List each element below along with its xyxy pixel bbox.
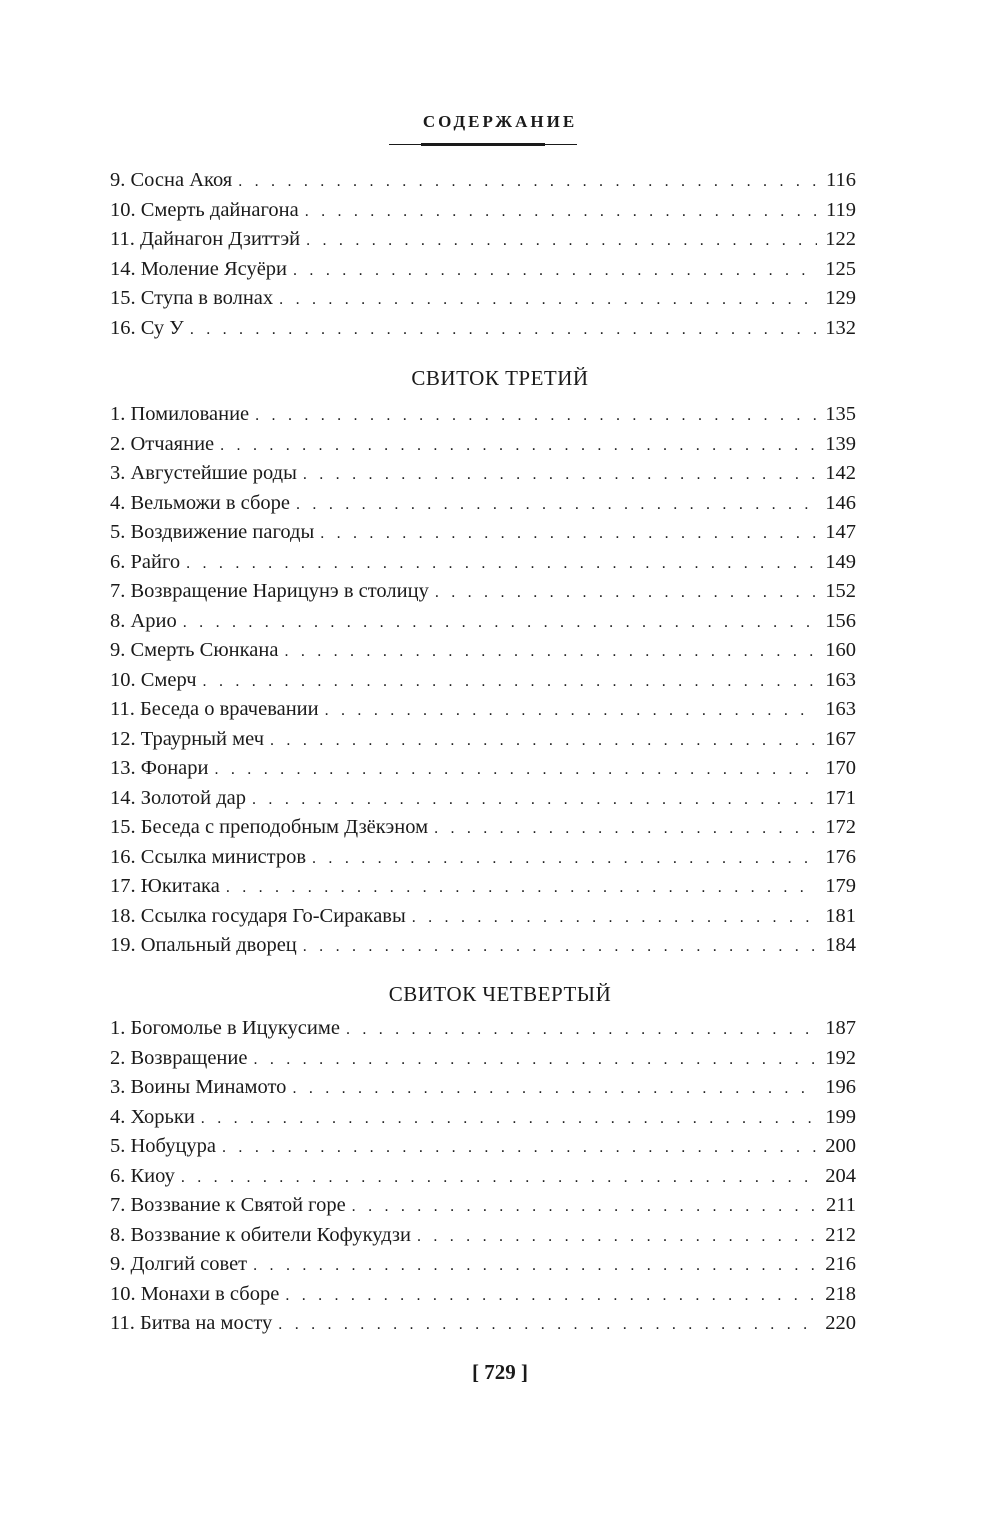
toc-entry-title: 11. Беседа о врачевании xyxy=(110,698,319,720)
toc-entry-page: 181 xyxy=(825,904,856,927)
toc-entry xyxy=(110,577,856,607)
toc-leader-dots xyxy=(253,1251,817,1281)
toc-leader-dots xyxy=(252,785,817,815)
toc-entry-title: 3. Воины Минамото xyxy=(110,1076,287,1098)
toc-entry xyxy=(110,1250,856,1280)
toc-entry-title: 4. Хорьки xyxy=(110,1105,195,1128)
toc-entry-page: 156 xyxy=(825,609,856,632)
toc-entry-page: 184 xyxy=(825,934,856,956)
toc-entry xyxy=(110,255,856,285)
toc-entry xyxy=(110,196,856,226)
toc-leader-dots xyxy=(183,608,817,638)
toc-leader-dots xyxy=(222,1133,817,1163)
toc-entry-title: 10. Смерть дайнагона xyxy=(110,198,299,221)
toc-entry-page: 122 xyxy=(825,228,856,250)
toc-entry-page: 160 xyxy=(825,639,856,661)
toc-entry-page: 179 xyxy=(825,875,856,897)
toc-entry-page: 211 xyxy=(826,1194,856,1216)
toc-entry-page: 146 xyxy=(825,491,856,514)
toc-leader-dots xyxy=(279,285,817,315)
toc-entry-title: 11. Дайнагон Дзиттэй xyxy=(110,228,301,250)
toc-group-continued xyxy=(110,166,856,343)
toc-entry-title: 19. Опальный дворец xyxy=(110,934,297,956)
toc-leader-dots xyxy=(417,1222,817,1252)
toc-leader-dots xyxy=(226,873,817,903)
toc-entry-page: 220 xyxy=(825,1312,856,1334)
toc-entry-page: 212 xyxy=(825,1223,856,1246)
toc-entry xyxy=(110,225,856,255)
toc-entry-page: 167 xyxy=(825,727,856,750)
toc-entry xyxy=(110,666,856,696)
toc-entry-page: 170 xyxy=(825,757,856,779)
toc-entry xyxy=(110,459,856,489)
toc-entry xyxy=(110,1162,856,1192)
toc-entry xyxy=(110,1280,856,1310)
toc-entry-page: 139 xyxy=(825,432,856,455)
toc-entry-page: 163 xyxy=(825,668,856,691)
toc-leader-dots xyxy=(270,726,817,756)
toc-entry-title: 15. Ступа в волнах xyxy=(110,287,274,309)
toc-leader-dots xyxy=(303,932,817,962)
toc-entry-title: 14. Золотой дар xyxy=(110,786,247,809)
toc-entry xyxy=(110,1221,856,1251)
toc-leader-dots xyxy=(186,549,817,579)
toc-entry-page: 172 xyxy=(825,816,856,838)
toc-entry xyxy=(110,931,856,961)
toc-leader-dots xyxy=(255,401,817,431)
toc-leader-dots xyxy=(181,1163,817,1193)
toc-leader-dots xyxy=(352,1192,818,1222)
toc-entry-page: 119 xyxy=(826,198,856,221)
toc-entry-page: 171 xyxy=(825,786,856,809)
toc-entry xyxy=(110,813,856,843)
toc-entry-page: 129 xyxy=(825,287,856,309)
toc-entry xyxy=(110,1309,856,1339)
toc-entry xyxy=(110,725,856,755)
toc-entry-title: 8. Арио xyxy=(110,609,177,632)
toc-entry-page: 116 xyxy=(826,169,856,191)
toc-entry-page: 218 xyxy=(825,1282,856,1305)
toc-entry xyxy=(110,400,856,430)
toc-entry-title: 2. Отчаяние xyxy=(110,432,215,455)
running-head-rule-accent xyxy=(421,143,545,146)
toc-entry xyxy=(110,695,856,725)
toc-leader-dots xyxy=(435,578,817,608)
toc-entry-title: 1. Помилование xyxy=(110,403,250,425)
toc-leader-dots xyxy=(293,256,817,286)
toc-entry-page: 187 xyxy=(825,1017,856,1039)
toc-entry-title: 12. Траурный меч xyxy=(110,727,265,750)
toc-entry-page: 142 xyxy=(825,462,856,484)
toc-leader-dots xyxy=(412,903,818,933)
toc-entry xyxy=(110,1073,856,1103)
toc-entry-page: 200 xyxy=(825,1135,856,1157)
page-number: [ 729 ] xyxy=(472,1360,528,1384)
toc-entry xyxy=(110,518,856,548)
toc-entry-title: 6. Киоу xyxy=(110,1164,175,1187)
toc-entry-title: 13. Фонари xyxy=(110,757,209,779)
toc-entry-page: 176 xyxy=(825,845,856,868)
toc-entry xyxy=(110,607,856,637)
toc-leader-dots xyxy=(434,814,817,844)
toc-entry-title: 10. Смерч xyxy=(110,668,197,691)
toc-leader-dots xyxy=(201,1104,817,1134)
toc-leader-dots xyxy=(203,667,818,697)
toc-entry-page: 132 xyxy=(825,316,856,339)
toc-entry-title: 3. Августейшие роды xyxy=(110,462,297,484)
toc-entry-page: 192 xyxy=(825,1046,856,1069)
toc-entry-title: 18. Ссылка государя Го-Сиракавы xyxy=(110,904,406,927)
toc-leader-dots xyxy=(305,197,818,227)
toc-leader-dots xyxy=(285,1281,817,1311)
toc-group-scroll-3 xyxy=(110,400,856,961)
toc-entry-title: 17. Юкитака xyxy=(110,875,220,897)
toc-entry-title: 10. Монахи в сборе xyxy=(110,1282,280,1305)
toc-entry xyxy=(110,430,856,460)
toc-entry-page: 152 xyxy=(825,580,856,602)
toc-entry xyxy=(110,1132,856,1162)
toc-group-scroll-4 xyxy=(110,1014,856,1339)
toc-entry-page: 125 xyxy=(825,257,856,280)
toc-entry-title: 9. Сосна Акоя xyxy=(110,169,233,191)
toc-entry xyxy=(110,1044,856,1074)
toc-leader-dots xyxy=(220,431,817,461)
toc-entry-page: 149 xyxy=(825,550,856,573)
toc-entry-title: 16. Ссылка министров xyxy=(110,845,307,868)
toc-entry-title: 15. Беседа с преподобным Дзёкэном xyxy=(110,816,429,838)
toc-entry xyxy=(110,314,856,344)
toc-entry xyxy=(110,636,856,666)
toc-leader-dots xyxy=(296,490,817,520)
toc-leader-dots xyxy=(306,226,817,256)
running-head: СОДЕРЖАНИЕ xyxy=(422,112,578,131)
toc-leader-dots xyxy=(284,637,817,667)
toc-entry-title: 8. Воззвание к обители Кофукудзи xyxy=(110,1223,411,1246)
toc-entry-title: 11. Битва на мосту xyxy=(110,1312,273,1334)
toc-entry-page: 216 xyxy=(825,1253,856,1275)
toc-entry-title: 2. Возвращение xyxy=(110,1046,248,1069)
toc-entry-title: 5. Воздвижение пагоды xyxy=(110,521,315,543)
toc-entry-page: 163 xyxy=(825,698,856,720)
toc-entry xyxy=(110,843,856,873)
toc-leader-dots xyxy=(325,696,818,726)
toc-leader-dots xyxy=(238,167,818,197)
toc-entry-page: 147 xyxy=(825,521,856,543)
toc-leader-dots xyxy=(278,1310,817,1340)
toc-entry-title: 1. Богомолье в Ицукусиме xyxy=(110,1017,340,1039)
toc-entry-page: 135 xyxy=(825,403,856,425)
toc-entry xyxy=(110,784,856,814)
toc-leader-dots xyxy=(292,1074,817,1104)
toc-entry-title: 9. Смерть Сюнкана xyxy=(110,639,279,661)
toc-leader-dots xyxy=(303,460,817,490)
toc-entry-title: 14. Моление Ясуёри xyxy=(110,257,288,280)
toc-entry xyxy=(110,1103,856,1133)
toc-entry-page: 199 xyxy=(825,1105,856,1128)
toc-entry xyxy=(110,548,856,578)
section-heading-scroll-3: СВИТОК ТРЕТИЙ xyxy=(411,366,589,390)
toc-leader-dots xyxy=(215,755,818,785)
toc-leader-dots xyxy=(312,844,817,874)
toc-entry xyxy=(110,166,856,196)
toc-entry-page: 204 xyxy=(825,1164,856,1187)
toc-leader-dots xyxy=(320,519,817,549)
toc-entry xyxy=(110,489,856,519)
toc-leader-dots xyxy=(190,315,817,345)
toc-entry-title: 5. Нобуцура xyxy=(110,1135,217,1157)
toc-entry-title: 16. Су У xyxy=(110,316,184,339)
toc-entry xyxy=(110,872,856,902)
toc-leader-dots xyxy=(346,1015,817,1045)
toc-entry-title: 7. Возвращение Нарицунэ в столицу xyxy=(110,580,429,602)
toc-entry xyxy=(110,902,856,932)
toc-entry-page: 196 xyxy=(825,1076,856,1098)
toc-entry-title: 6. Райго xyxy=(110,550,181,573)
toc-entry-title: 7. Воззвание к Святой горе xyxy=(110,1194,346,1216)
toc-entry xyxy=(110,754,856,784)
toc-entry xyxy=(110,1014,856,1044)
toc-leader-dots xyxy=(253,1045,817,1075)
toc-entry xyxy=(110,1191,856,1221)
toc-entry xyxy=(110,284,856,314)
section-heading-scroll-4: СВИТОК ЧЕТВЕРТЫЙ xyxy=(388,982,612,1006)
toc-entry-title: 9. Долгий совет xyxy=(110,1253,248,1275)
toc-entry-title: 4. Вельможи в сборе xyxy=(110,491,291,514)
